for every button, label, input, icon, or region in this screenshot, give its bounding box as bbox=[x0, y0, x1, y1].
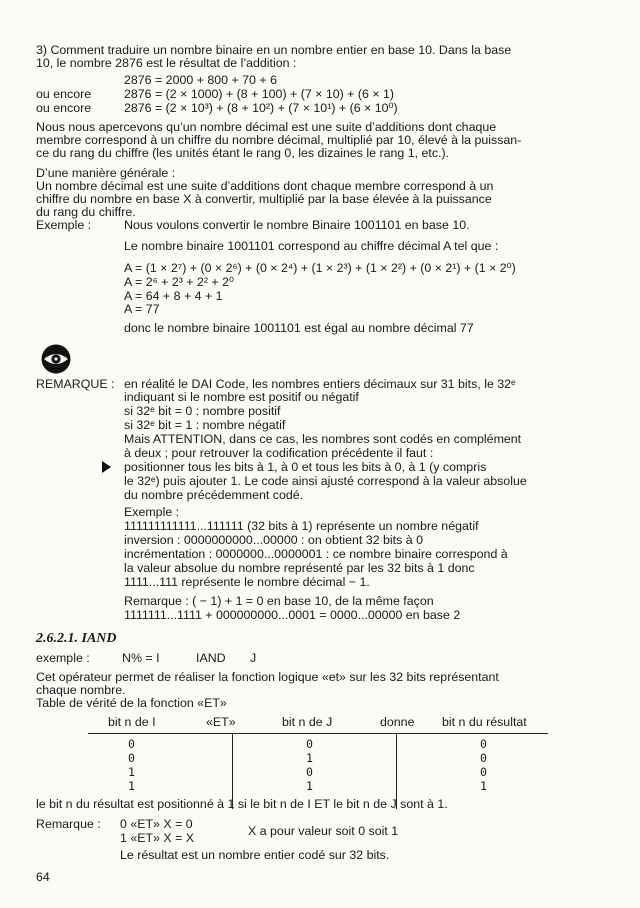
para2-line-3: chiffre du nombre en base X à convertir, multiplié par la base élevée à la puissance bbox=[36, 192, 492, 206]
table-divider bbox=[88, 733, 548, 734]
example2-n: N% = I bbox=[122, 651, 160, 665]
remark-line-6: à deux ; pour retrouver la codification précédente il faut : bbox=[124, 446, 434, 460]
table-cell: 1 bbox=[128, 765, 135, 779]
table-cell: 0 bbox=[306, 765, 313, 779]
page-number: 64 bbox=[36, 870, 50, 884]
remark2-line-3: X a pour valeur soit 0 soit 1 bbox=[248, 824, 399, 838]
desc-line-3: Table de vérité de la fonction «ET» bbox=[36, 696, 227, 710]
remark-line-17: 1111111...1111 + 000000000...0001 = 0000...00000 en base 2 bbox=[124, 608, 461, 622]
remark-line-4: si 32ᵉ bit = 1 : nombre négatif bbox=[124, 418, 286, 432]
table-cell: 0 bbox=[480, 765, 487, 779]
table-header: «ET» bbox=[206, 715, 236, 729]
remark-line-15: 1111...111 représente le nombre décimal − 1. bbox=[124, 575, 370, 589]
table-cell: 1 bbox=[128, 779, 135, 793]
conclusion: donc le nombre binaire 1001101 est égal au nombre décimal 77 bbox=[124, 321, 474, 335]
post-table-line: le bit n du résultat est positionné à 1 si le bit n de I ET le bit n de J sont à 1. bbox=[36, 797, 448, 811]
table-header: donne bbox=[380, 715, 415, 729]
formula-a3: A = 64 + 8 + 4 + 1 bbox=[124, 289, 223, 303]
equation-2: 2876 = (2 × 1000) + (8 + 100) + (7 × 10) + (6 × 1) bbox=[124, 87, 395, 101]
remark-line-7: positionner tous les bits à 1, à 0 et tous les bits à 0, à 1 (y compris bbox=[124, 460, 487, 474]
example2-j: J bbox=[250, 651, 257, 665]
equation-1: 2876 = 2000 + 800 + 70 + 6 bbox=[124, 73, 277, 87]
formula-a4: A = 77 bbox=[124, 302, 160, 316]
para2-line-1: D’une manière générale : bbox=[36, 166, 176, 180]
remark-label: REMARQUE : bbox=[36, 377, 115, 391]
table-cell: 1 bbox=[306, 779, 313, 793]
remark-line-1: en réalité le DAI Code, les nombres entiers décimaux sur 31 bits, le 32ᵉ bbox=[124, 377, 516, 391]
para1-line-1: Nous nous apercevons qu’un nombre décimal est une suite d’additions dont chaque bbox=[36, 120, 497, 134]
table-cell: 0 bbox=[306, 737, 313, 751]
equation-3: 2876 = (2 × 10³) + (8 + 10²) + (7 × 10¹) + (6 × 10⁰) bbox=[124, 101, 398, 115]
remark-line-10: Exemple : bbox=[124, 505, 180, 519]
remark-line-11: 111111111111...111111 (32 bits à 1) représente un nombre négatif bbox=[124, 519, 479, 533]
or-label-2: ou encore bbox=[36, 101, 92, 115]
table-cell: 0 bbox=[480, 737, 487, 751]
para1-line-2: membre correspond à un chiffre du nombre décimal, multiplié par 10, élevé à la puissan- bbox=[36, 133, 522, 147]
example-line-2: Le nombre binaire 1001101 correspond au chiffre décimal A tel que : bbox=[124, 239, 499, 253]
table-cell: 1 bbox=[480, 779, 487, 793]
para2-line-4: du rang du chiffre. bbox=[36, 205, 136, 219]
example-text: Nous voulons convertir le nombre Binaire 1001101 en base 10. bbox=[124, 218, 470, 232]
remark-line-9: du nombre précédemment codé. bbox=[124, 488, 304, 502]
table-cell: 0 bbox=[128, 737, 135, 751]
remark-line-5: Mais ATTENTION, dans ce cas, les nombres sont codés en complément bbox=[124, 432, 522, 446]
remark-line-14: la valeur absolue du nombre représenté par les 32 bits à 1 donc bbox=[124, 561, 475, 575]
remark-line-16: Remarque : ( − 1) + 1 = 0 en base 10, de la même façon bbox=[124, 594, 434, 608]
example2-op: IAND bbox=[196, 651, 226, 665]
section-heading: 2.6.2.1. IAND bbox=[36, 631, 117, 646]
example2-label: exemple : bbox=[36, 651, 90, 665]
remark2-line-4: Le résultat est un nombre entier codé sur 32 bits. bbox=[120, 848, 390, 862]
intro-line-1: 3) Comment traduire un nombre binaire en un nombre entier en base 10. Dans la base bbox=[36, 43, 512, 57]
remark2-line-1: 0 «ET» X = 0 bbox=[120, 817, 193, 831]
intro-line-2: 10, le nombre 2876 est le résultat de l’addition : bbox=[36, 56, 297, 70]
remark-line-13: incrémentation : 0000000...0000001 : ce nombre binaire correspond à bbox=[124, 547, 508, 561]
table-cell: 1 bbox=[306, 751, 313, 765]
desc-line-2: chaque nombre. bbox=[36, 683, 126, 697]
table-header: bit n de J bbox=[282, 715, 333, 729]
formula-a2: A = 2⁶ + 2³ + 2² + 2⁰ bbox=[124, 275, 234, 289]
desc-line-1: Cet opérateur permet de réaliser la fonction logique «et» sur les 32 bits représentant bbox=[36, 670, 499, 684]
arrow-right-icon bbox=[102, 461, 111, 473]
table-header: bit n du résultat bbox=[442, 715, 527, 729]
remark-line-2: indiquant si le nombre est positif ou négatif bbox=[124, 390, 359, 404]
table-cell: 0 bbox=[128, 751, 135, 765]
example-label: Exemple : bbox=[36, 218, 92, 232]
eye-icon bbox=[40, 344, 72, 374]
para1-line-3: ce du rang du chiffre (les unités étant le rang 0, les dizaines le rang 1, etc.). bbox=[36, 146, 450, 160]
formula-a1: A = (1 × 2⁷) + (0 × 2⁶) + (0 × 2⁴) + (1 × 2³) + (1 × 2²) + (0 × 2¹) + (1 × 2⁰) bbox=[124, 261, 516, 275]
remark-line-12: inversion : 0000000000...00000 : on obtient 32 bits à 0 bbox=[124, 533, 423, 547]
remark2-line-2: 1 «ET» X = X bbox=[120, 831, 195, 845]
remark-line-8: le 32ᵉ) puis ajouter 1. Le code ainsi ajusté correspond à la valeur absolue bbox=[124, 474, 527, 488]
or-label-1: ou encore bbox=[36, 87, 92, 101]
table-header: bit n de I bbox=[108, 715, 156, 729]
para2-line-2: Un nombre décimal est une suite d’additions dont chaque membre correspond à un bbox=[36, 179, 494, 193]
table-cell: 0 bbox=[480, 751, 487, 765]
remark-line-3: si 32ᵉ bit = 0 : nombre positif bbox=[124, 404, 281, 418]
remark2-label: Remarque : bbox=[36, 817, 101, 831]
